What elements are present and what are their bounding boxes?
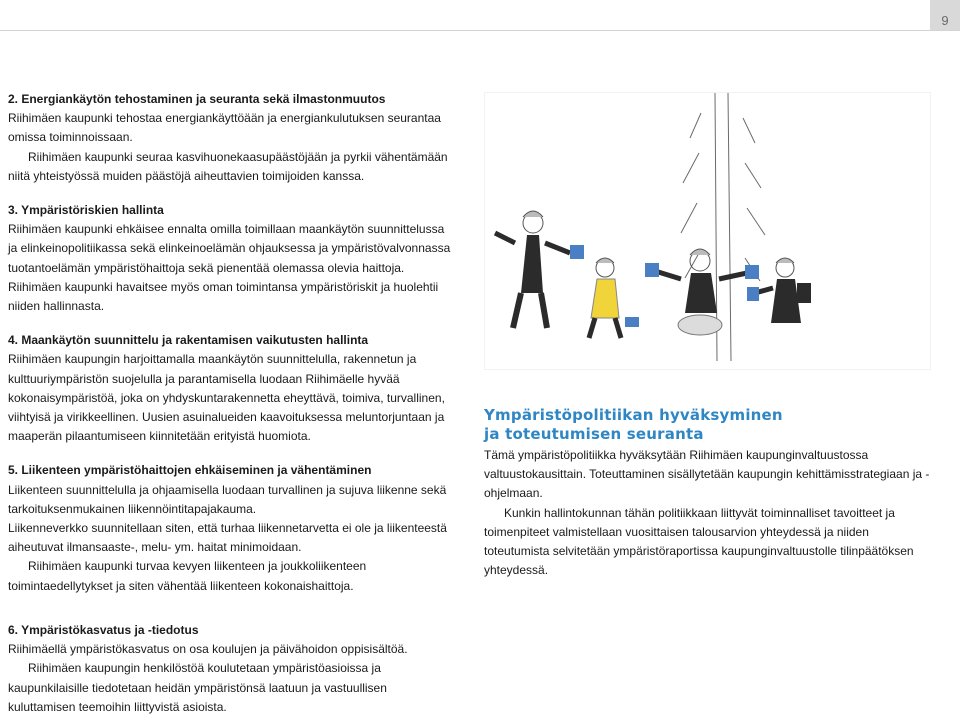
sidebar-title-line: ja toteutumisen seuranta [484, 425, 704, 443]
sidebar-paragraph: Kunkin hallintokunnan tähän politiikkaan liittyvät toiminnalliset tavoitteet ja toimenpiteet valmistellaan vuosittaisen talousarvion yhteydessä ja niiden toteutumista selvitetään ympäristöraportissa kaupunginvaltuustolle tilinpäätöksen yhteydessä. [484, 505, 914, 578]
section-energy [8, 90, 453, 186]
page-number: 9 [930, 0, 960, 30]
main-column [8, 90, 453, 611]
section-traffic [8, 461, 453, 595]
sidebar-section [484, 406, 934, 580]
child-figure-left [495, 211, 584, 328]
section-paragraph: Liikenteen suunnittelulla ja ohjaamisella luodaan turvallinen ja sujuva liikenne sekä tarkoituksenmukainen liikennöintitapajakauma. [8, 482, 447, 516]
child-figure-center [645, 249, 759, 335]
section-paragraph: Riihimäen kaupunki seuraa kasvihuonekaasupäästöjään ja pyrkii vähentämään niitä yhteistyössä muiden päästöjä aiheuttavien toimijoiden kanssa. [8, 149, 448, 183]
section-paragraph: Riihimäen kaupunki turvaa kevyen liikenteen ja joukkoliikenteen toimintaedellytykset ja siten vähentää liikenteen kokonaishaittoja. [8, 559, 367, 593]
child-figure-yellow [589, 258, 639, 338]
drawing-svg [485, 93, 930, 369]
header-divider [0, 30, 960, 31]
section-heading: 4. Maankäytön suunnittelu ja rakentamisen vaikutusten hallinta [8, 333, 369, 348]
section-heading: 6. Ympäristökasvatus ja -tiedotus [8, 623, 199, 637]
sidebar-title-line: Ympäristöpolitiikan hyväksyminen [484, 406, 783, 424]
section-risk-management [8, 201, 453, 316]
children-drawing-illustration [484, 92, 931, 370]
section-heading: 3. Ympäristöriskien hallinta [8, 203, 164, 218]
sidebar-title [484, 406, 934, 444]
section-paragraph: Riihimäen kaupunki tehostaa energiankäyttöään ja energiankulutuksen seurantaa omissa toiminnoissaan. [8, 111, 441, 145]
section-paragraph: Riihimäen kaupungin henkilöstöä koulutetaan ympäristöasioissa ja kaupunkilaisille tiedotetaan heidän ympäristönsä laatuun ja vastuullisen kuluttamisen teemoihin liittyvistä asioista. [8, 661, 387, 714]
section-heading: 5. Liikenteen ympäristöhaittojen ehkäiseminen ja vähentäminen [8, 463, 372, 478]
section-paragraph: Riihimäen kaupunki ehkäisee ennalta omilla toimillaan maankäytön suunnittelussa ja elinkeinopolitiikassa sekä elinkeinoelämän ohjauksessa ja ympäristövalvonnassa tuotantoelämän ympäristöhaittoja sekä pienentää olemassa olevia haittoja. Riihimäen kaupunki havaitsee myös oman toimintansa ympäristöriskit ja huolehtii niiden hallinnasta. [8, 222, 451, 314]
section-heading: 2. Energiankäytön tehostaminen ja seuranta sekä ilmastonmuutos [8, 92, 386, 106]
section-paragraph: Liikenneverkko suunnitellaan siten, että turhaa liikennetarvetta ei ole ja liikenteestä aiheutuvat ilmansaaste-, melu- ym. haitat minimoidaan. [8, 521, 447, 555]
section-paragraph: Riihimäen kaupungin harjoittamalla maankäytön suunnittelulla, rakennetun ja kulttuuriympäristön suojelulla ja parantamisella luodaan Riihimäelle hyvää kokonaisympäristöä, joka on yhdyskuntarakennetta eheyttävä, toimiva, turvallinen, viihtyisä ja virikkeellinen. Uusien asuinalueiden kaavoituksessa meluntorjuntaan ja maaperän pilaantumiseen kiinnitetään erityistä huomiota. [8, 352, 445, 444]
sidebar-paragraph: Tämä ympäristöpolitiikka hyväksytään Riihimäen kaupunginvaltuustossa valtuustokausittain. Toteuttaminen sisällytetään kaupungin kehittämisstrategiaan ja -ohjelmaan. [484, 448, 930, 501]
section-paragraph: Riihimäellä ympäristökasvatus on osa koulujen ja päivähoidon oppisisältöä. [8, 642, 408, 657]
section-land-use [8, 331, 453, 446]
section-education [8, 621, 453, 717]
